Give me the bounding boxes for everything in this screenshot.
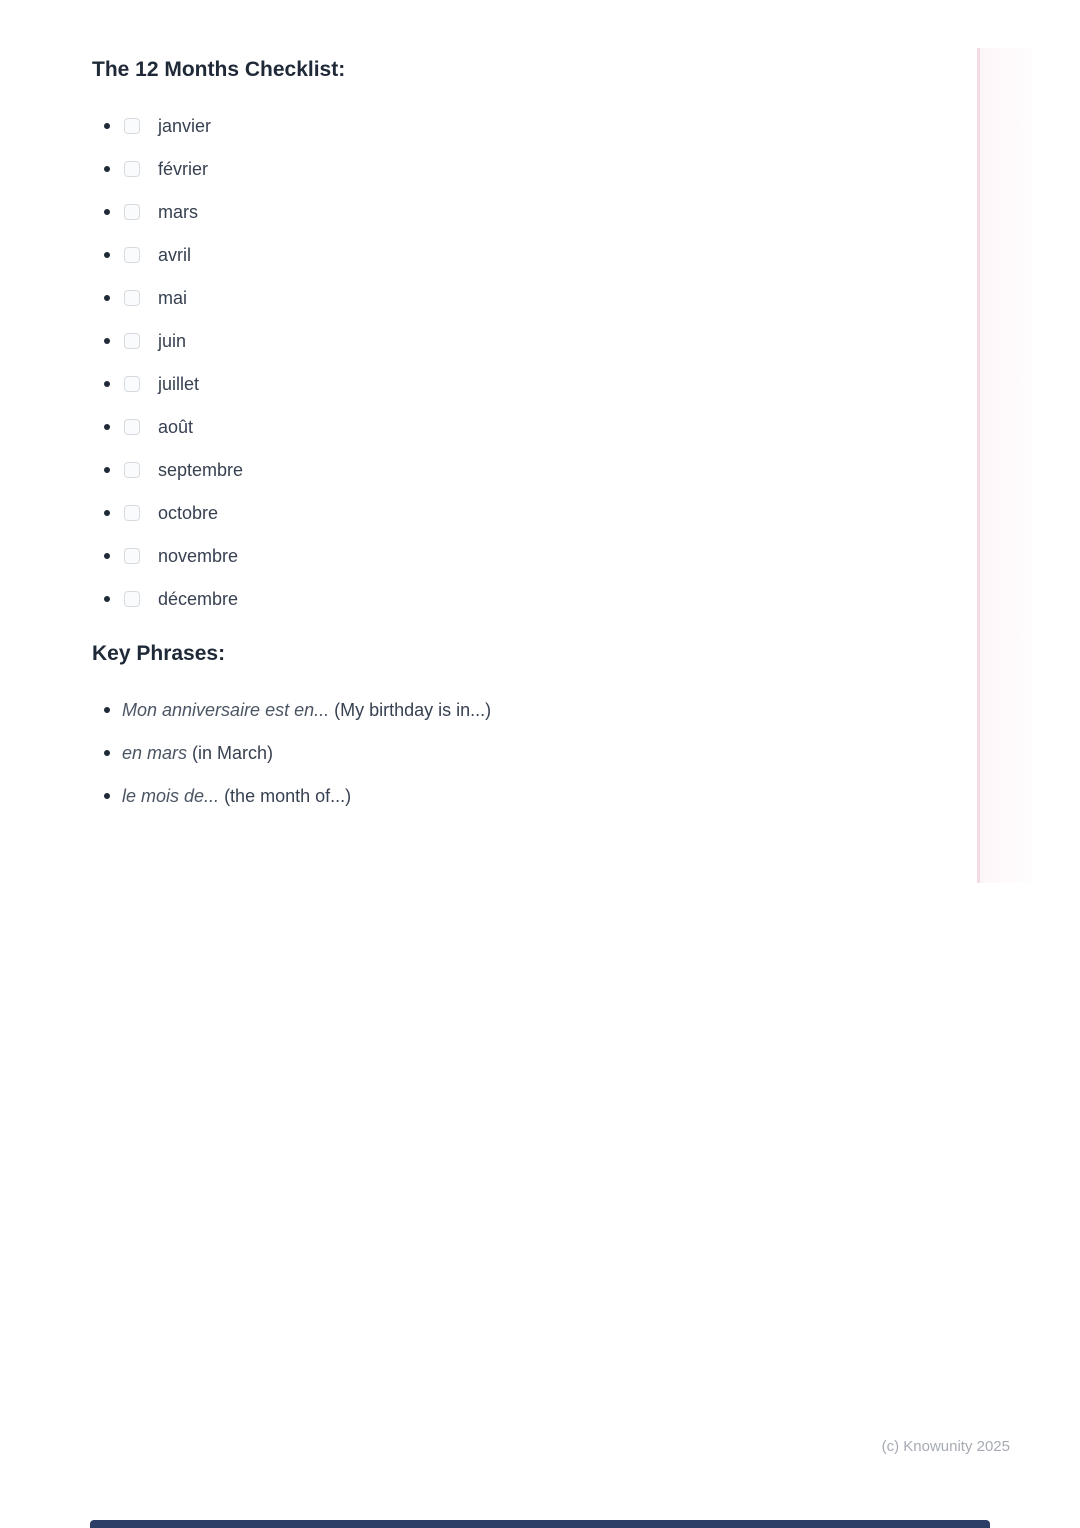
bullet-icon: [104, 553, 110, 559]
checklist-item-septembre: [92, 456, 912, 484]
bullet-icon: [104, 793, 110, 799]
phrase-text: [122, 700, 491, 721]
month-label: juillet: [158, 373, 200, 394]
checklist-item-juillet: [92, 370, 912, 398]
phrase-item: [92, 696, 912, 724]
document-body: [92, 56, 912, 810]
phrase-english: (My birthday is in...): [334, 699, 492, 720]
bullet-icon: [104, 510, 110, 516]
phrase-english: (the month of...): [224, 785, 352, 806]
checklist-item-fevrier: [92, 155, 912, 183]
bullet-icon: [104, 707, 110, 713]
month-label: juin: [158, 330, 187, 351]
checkbox-octobre[interactable]: [124, 505, 140, 521]
month-label: septembre: [158, 459, 244, 480]
phrase-french: Mon anniversaire est en...: [122, 699, 330, 720]
phrase-item: [92, 782, 912, 810]
months-checklist: [92, 112, 912, 613]
bullet-icon: [104, 252, 110, 258]
checklist-item-janvier: [92, 112, 912, 140]
checklist-item-octobre: [92, 499, 912, 527]
bullet-icon: [104, 295, 110, 301]
month-label: novembre: [158, 545, 239, 566]
bullet-icon: [104, 338, 110, 344]
checkbox-janvier[interactable]: [124, 118, 140, 134]
bullet-icon: [104, 467, 110, 473]
month-label: mars: [158, 201, 198, 222]
month-label: février: [158, 158, 209, 179]
phrase-french: le mois de...: [122, 785, 220, 806]
checkbox-decembre[interactable]: [124, 591, 140, 607]
checklist-item-mars: [92, 198, 912, 226]
checklist-item-aout: [92, 413, 912, 441]
checkbox-septembre[interactable]: [124, 462, 140, 478]
bullet-icon: [104, 424, 110, 430]
checkbox-aout[interactable]: [124, 419, 140, 435]
phrase-text: [122, 786, 351, 807]
bullet-icon: [104, 750, 110, 756]
month-label: octobre: [158, 502, 219, 523]
phrase-english: (in March): [192, 742, 274, 763]
checklist-item-mai: [92, 284, 912, 312]
month-label: mai: [158, 287, 188, 308]
key-phrases-section-title: Key Phrases:: [92, 642, 226, 665]
checkbox-fevrier[interactable]: [124, 161, 140, 177]
page-margin-band: [977, 48, 1034, 883]
phrase-item: [92, 739, 912, 767]
checkbox-avril[interactable]: [124, 247, 140, 263]
month-label: avril: [158, 244, 192, 265]
key-phrases-list: [92, 696, 912, 810]
checklist-item-avril: [92, 241, 912, 269]
bullet-icon: [104, 166, 110, 172]
bullet-icon: [104, 381, 110, 387]
phrase-french: en mars: [122, 742, 188, 763]
month-label: décembre: [158, 588, 239, 609]
bullet-icon: [104, 209, 110, 215]
checklist-section-title: The 12 Months Checklist:: [92, 58, 346, 81]
checkbox-novembre[interactable]: [124, 548, 140, 564]
bullet-icon: [104, 596, 110, 602]
bullet-icon: [104, 123, 110, 129]
checkbox-mars[interactable]: [124, 204, 140, 220]
checklist-item-juin: [92, 327, 912, 355]
month-label: janvier: [158, 115, 212, 136]
phrase-text: [122, 743, 273, 764]
checklist-item-decembre: [92, 585, 912, 613]
copyright-notice: (c) Knowunity 2025: [881, 1438, 1010, 1455]
checklist-item-novembre: [92, 542, 912, 570]
checkbox-mai[interactable]: [124, 290, 140, 306]
checkbox-juin[interactable]: [124, 333, 140, 349]
bottom-page-bar: [90, 1520, 990, 1528]
month-label: août: [158, 416, 194, 437]
checkbox-juillet[interactable]: [124, 376, 140, 392]
